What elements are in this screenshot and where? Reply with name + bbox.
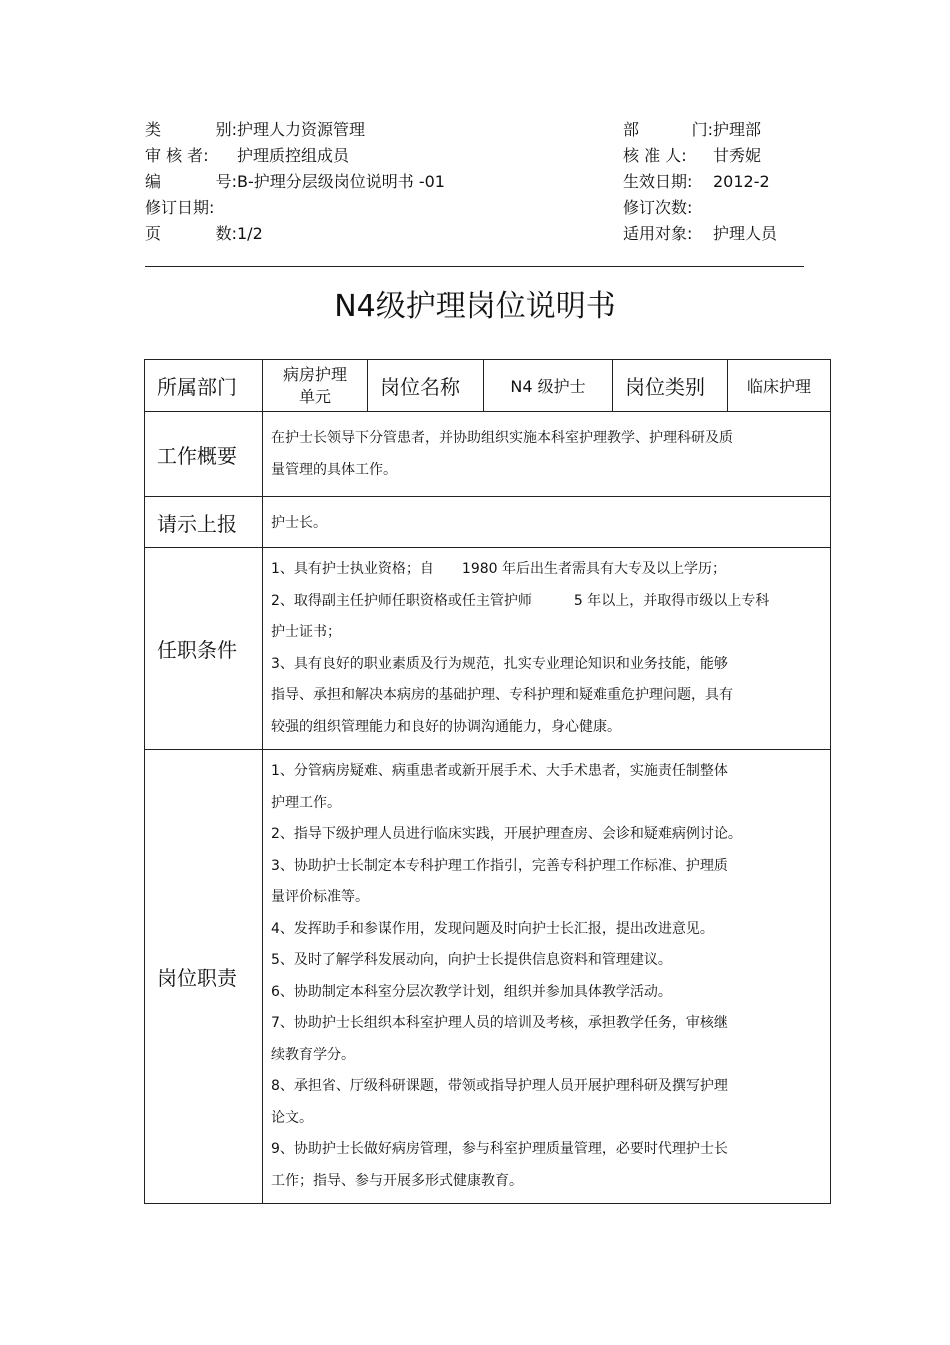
post-type-label: 岗位类别	[613, 360, 728, 412]
duty-line: 7、协助护士长组织本科室护理人员的培训及考核，承担教学任务，审核继	[271, 1015, 728, 1031]
table-row-duties	[145, 750, 831, 1204]
meta-colon: :	[231, 120, 237, 139]
meta-row-approver	[623, 143, 843, 169]
qual-line: 护士证书；	[271, 624, 341, 640]
table-row-report	[145, 497, 831, 548]
dept-value	[263, 360, 368, 412]
duty-line: 3、协助护士长制定本专科护理工作指引，完善专科护理工作标准、护理质	[271, 857, 728, 874]
duty-line: 1、分管病房疑难、病重患者或新开展手术、大手术患者，实施责任制整体	[271, 763, 728, 779]
header-divider	[145, 266, 804, 267]
qual-line: 较强的组织管理能力和良好的协调沟通能力，身心健康。	[271, 718, 621, 735]
qual-content	[263, 548, 831, 750]
meta-label: 页	[145, 224, 162, 243]
document-meta-right	[623, 117, 843, 247]
meta-row-pages	[145, 221, 605, 247]
meta-label: 审 核 者	[145, 146, 204, 165]
table-row-qualifications	[145, 548, 831, 750]
meta-label: 数	[215, 224, 232, 243]
meta-value-pages: 1/2	[237, 224, 263, 243]
report-value: 护士长。	[263, 497, 831, 548]
meta-value-audience: 护理人员	[713, 224, 778, 243]
qual-line: 指导、承担和解决本病房的基础护理、专科护理和疑难重危护理问题，具有	[271, 687, 733, 703]
duty-line: 8、承担省、厅级科研课题，带领或指导护理人员开展护理科研及撰写护理	[271, 1078, 728, 1094]
duty-content	[263, 750, 831, 1204]
table-row-summary	[145, 412, 831, 497]
dept-value-line: 单元	[298, 386, 331, 406]
duty-line: 4、发挥助手和参谋作用，发现问题及时向护士长汇报，提出改进意见。	[271, 920, 714, 937]
duty-label: 岗位职责	[145, 750, 263, 1204]
meta-label: 核 准 人	[623, 146, 682, 165]
dept-label: 所属部门	[145, 360, 263, 412]
duty-line: 5、及时了解学科发展动向，向护士长提供信息资料和管理建议。	[271, 952, 672, 968]
job-description-table	[144, 359, 831, 1204]
document-title: N4级护理岗位说明书	[334, 289, 616, 324]
summary-label: 工作概要	[145, 412, 263, 497]
meta-colon: :	[231, 172, 237, 191]
meta-colon: :	[687, 198, 693, 217]
duty-line: 9、协助护士长做好病房管理，参与科室护理质量管理，必要时代理护士长	[271, 1141, 728, 1157]
document-meta-left	[145, 117, 605, 247]
meta-value-approver: 甘秀妮	[713, 146, 762, 165]
meta-value-reviewer: 护理质控组成员	[237, 146, 350, 165]
meta-label: 编	[145, 172, 162, 191]
dept-value-line: 病房护理	[282, 364, 347, 384]
meta-label: 生效日期	[623, 172, 688, 191]
meta-label: 修订次数	[623, 198, 688, 217]
duty-line: 量评价标准等。	[271, 889, 369, 905]
qual-line: 1、具有护士执业资格；自 1980 年后出生者需具有大专及以上学历；	[271, 561, 726, 577]
post-type-value: 临床护理	[728, 360, 831, 412]
qual-label: 任职条件	[145, 548, 263, 750]
duty-line: 论文。	[271, 1109, 313, 1126]
meta-colon: :	[203, 146, 209, 165]
qual-line: 2、取得副主任护师任职资格或任主管护师 5 年以上，并取得市级以上专科	[271, 592, 770, 609]
qual-line: 3、具有良好的职业素质及行为规范，扎实专业理论知识和业务技能，能够	[271, 655, 728, 672]
duty-line: 护理工作。	[271, 794, 341, 811]
meta-colon: :	[687, 172, 693, 191]
meta-row-category	[145, 117, 605, 143]
meta-label: 别	[215, 120, 232, 139]
post-name-value: N4 级护士	[484, 360, 613, 412]
meta-label: 部	[623, 120, 640, 139]
meta-row-department	[623, 117, 843, 143]
duty-line: 6、协助制定本科室分层次教学计划，组织并参加具体教学活动。	[271, 983, 672, 1000]
duty-line: 工作；指导、参与开展多形式健康教育。	[271, 1172, 523, 1189]
meta-value-category: 护理人力资源管理	[237, 120, 366, 139]
meta-row-audience	[623, 221, 843, 247]
meta-colon: :	[681, 146, 687, 165]
meta-row-number	[145, 169, 605, 195]
duty-line: 续教育学分。	[271, 1046, 355, 1063]
meta-colon: :	[209, 198, 215, 217]
meta-row-reviewer	[145, 143, 605, 169]
summary-content	[263, 412, 831, 497]
meta-colon: :	[687, 224, 693, 243]
meta-label: 适用对象	[623, 224, 688, 243]
meta-label: 号	[215, 172, 232, 191]
meta-label: 门	[691, 120, 708, 139]
meta-value-number: B-护理分层级岗位说明书 -01	[237, 172, 445, 191]
report-label: 请示上报	[145, 497, 263, 548]
summary-line: 量管理的具体工作。	[271, 462, 397, 478]
meta-label: 类	[145, 120, 162, 139]
meta-value-department: 护理部	[713, 120, 762, 139]
summary-line: 在护士长领导下分管患者，并协助组织实施本科室护理教学、护理科研及质	[271, 430, 733, 446]
meta-row-revision-count	[623, 195, 843, 221]
meta-colon: :	[231, 224, 237, 243]
duty-line: 2、指导下级护理人员进行临床实践，开展护理查房、会诊和疑难病例讨论。	[271, 826, 742, 842]
meta-colon: :	[707, 120, 713, 139]
meta-value-effective-date: 2012-2	[713, 172, 770, 191]
table-row-header	[145, 360, 831, 412]
meta-row-revision-date	[145, 195, 605, 221]
meta-row-effective-date	[623, 169, 843, 195]
meta-label: 修订日期	[145, 198, 210, 217]
post-name-label: 岗位名称	[368, 360, 484, 412]
